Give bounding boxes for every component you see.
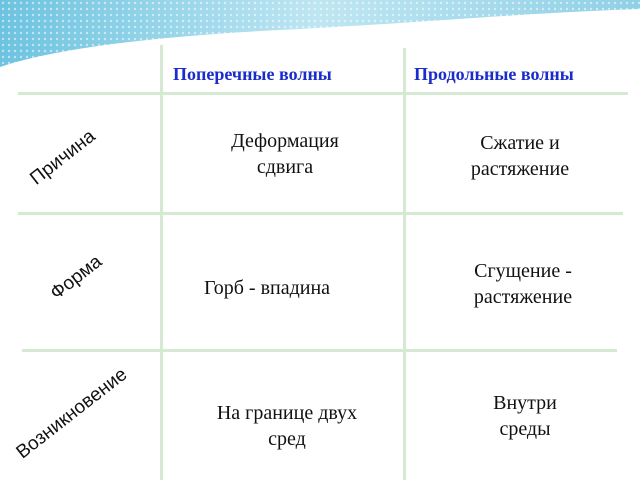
grid-line-col2 — [403, 48, 406, 480]
grid-line-row2 — [22, 349, 617, 352]
cell-form-longitudinal: Сгущение - растяжение — [473, 260, 573, 308]
column-header-transverse: Поперечные волны — [173, 64, 332, 84]
cell-form-transverse: Горб - впадина — [203, 277, 331, 299]
cell-origin-transverse: На границе двух сред — [216, 402, 358, 450]
cell-origin-longitudinal: Внутри среды — [493, 392, 557, 440]
cell-cause-transverse: Деформация сдвига — [231, 130, 339, 178]
grid-line-col1 — [160, 45, 163, 480]
grid-line-row1 — [18, 212, 623, 215]
row-label-form: Форма — [46, 251, 107, 305]
row-label-cause: Причина — [26, 125, 100, 190]
grid-line-header — [18, 92, 628, 95]
cell-cause-longitudinal: Сжатие и растяжение — [470, 132, 570, 180]
row-label-origin: Возникновение — [12, 363, 132, 464]
column-header-longitudinal: Продольные волны — [414, 64, 574, 84]
